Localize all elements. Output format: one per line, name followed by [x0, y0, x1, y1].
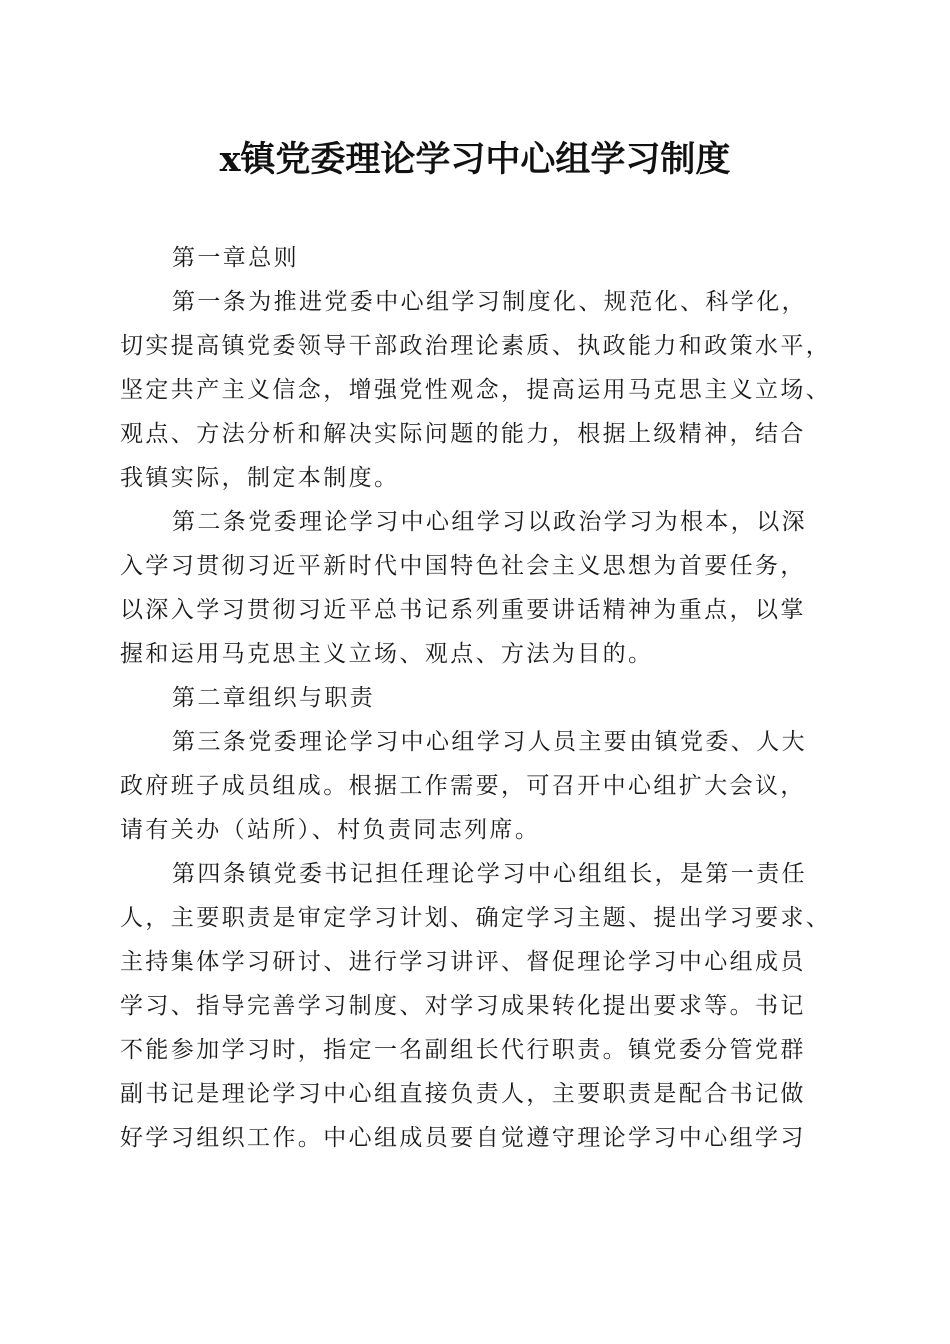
- text-line: 副书记是理论学习中心组直接负责人，主要职责是配合书记做: [120, 1081, 806, 1107]
- text-line: 握和运用马克思主义立场、观点、方法为目的。: [120, 641, 654, 667]
- text-line: 第二章组织与职责: [172, 685, 376, 711]
- text-line: 主持集体学习研讨、进行学习讲评、督促理论学习中心组成员: [120, 949, 806, 975]
- text-line: 我镇实际，制定本制度。: [120, 465, 400, 491]
- text-line: 观点、方法分析和解决实际问题的能力，根据上级精神，结合: [120, 421, 806, 447]
- text-line: 请有关办（站所）、村负责同志列席。: [120, 817, 541, 843]
- text-line: 切实提高镇党委领导干部政治理论素质、执政能力和政策水平，: [120, 333, 832, 359]
- text-line: 人，主要职责是审定学习计划、确定学习主题、提出学习要求、: [120, 905, 832, 931]
- text-line: 以深入学习贯彻习近平总书记系列重要讲话精神为重点，以掌: [120, 597, 806, 623]
- document-body: [120, 236, 832, 1160]
- text-line: 坚定共产主义信念，增强党性观念，提高运用马克思主义立场、: [120, 377, 832, 403]
- text-line: 政府班子成员组成。根据工作需要，可召开中心组扩大会议，: [120, 773, 806, 799]
- text-line: 第四条镇党委书记担任理论学习中心组组长，是第一责任: [172, 861, 807, 887]
- text-line: 第一条为推进党委中心组学习制度化、规范化、科学化，: [172, 289, 807, 315]
- text-line: 入学习贯彻习近平新时代中国特色社会主义思想为首要任务，: [120, 553, 806, 579]
- text-line: 不能参加学习时，指定一名副组长代行职责。镇党委分管党群: [120, 1037, 806, 1063]
- document-title: x镇党委理论学习中心组学习制度: [219, 139, 731, 180]
- text-line: 第三条党委理论学习中心组学习人员主要由镇党委、人大: [172, 729, 807, 755]
- text-line: 第一章总则: [172, 245, 299, 271]
- text-line: 好学习组织工作。中心组成员要自觉遵守理论学习中心组学习: [120, 1125, 806, 1151]
- text-line: 学习、指导完善学习制度、对学习成果转化提出要求等。书记: [120, 993, 806, 1019]
- text-line: 第二条党委理论学习中心组学习以政治学习为根本，以深: [172, 509, 807, 535]
